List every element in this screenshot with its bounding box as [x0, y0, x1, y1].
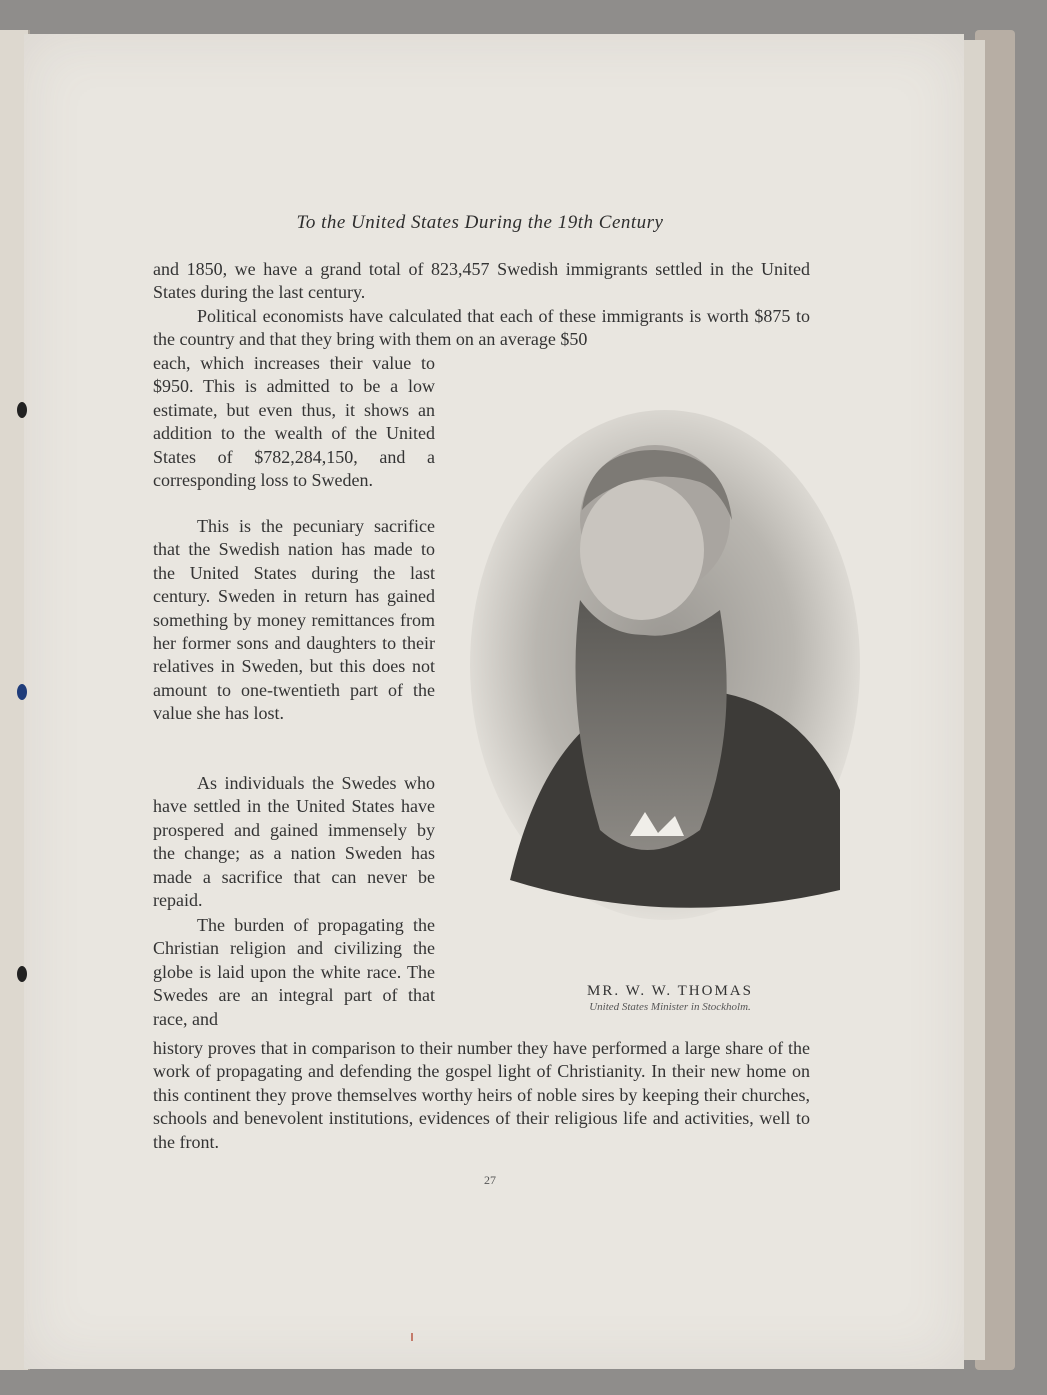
paragraph-2-column: each, which increases their value to $950. This is admitted to be a low estimate, but even thus, it shows an addition to the wealth of the United States of $782,284,150, and a corresponding loss to Sweden.: [153, 353, 435, 491]
paragraph-5-column: The burden of propagating the Christian religion and civilizing the globe is laid upon the white race. The Swedes are an integral part of that race, and: [153, 915, 435, 1029]
paragraph-2-full-width: Political economists have calculated that each of these immigrants is worth $875 to the country and that they bring with them on an average $50: [153, 306, 810, 350]
paragraph-3: This is the pecuniary sacrifice that the Swedish nation has made to the United States during the last century. Sweden in return has gained something by money remittances from her former sons and daughters to their relatives in Sweden, but this does not amount to one-twentieth part of the value she has lost.: [153, 516, 435, 724]
figure-caption-name: MR. W. W. THOMAS: [587, 983, 753, 999]
portrait-photo: [470, 410, 860, 920]
paragraph-5-full-width: history proves that in comparison to their number they have performed a large share of the work of propagating and defending the gospel light of Christianity. In their new home on this continent they prove themselves worthy heirs of noble sires by keeping their churches, schools and benevolent institutions, evidences of their religious life and activities, well to the front.: [153, 1038, 810, 1152]
figure-caption-title: United States Minister in Stockholm.: [589, 1001, 751, 1013]
running-head: To the United States During the 19th Century: [296, 212, 664, 233]
binding-hole: [17, 402, 27, 418]
page-number: 27: [484, 1173, 496, 1187]
binding-hole: [17, 966, 27, 982]
paragraph-1: and 1850, we have a grand total of 823,457 Swedish immigrants settled in the United States during the last century.: [153, 259, 810, 303]
printer-mark: [411, 1333, 413, 1341]
binding-hole: [17, 684, 27, 700]
paragraph-4: As individuals the Swedes who have settled in the United States have prospered and gained immensely by the change; as a nation Sweden has made a sacrifice that can never be repaid.: [153, 773, 435, 911]
